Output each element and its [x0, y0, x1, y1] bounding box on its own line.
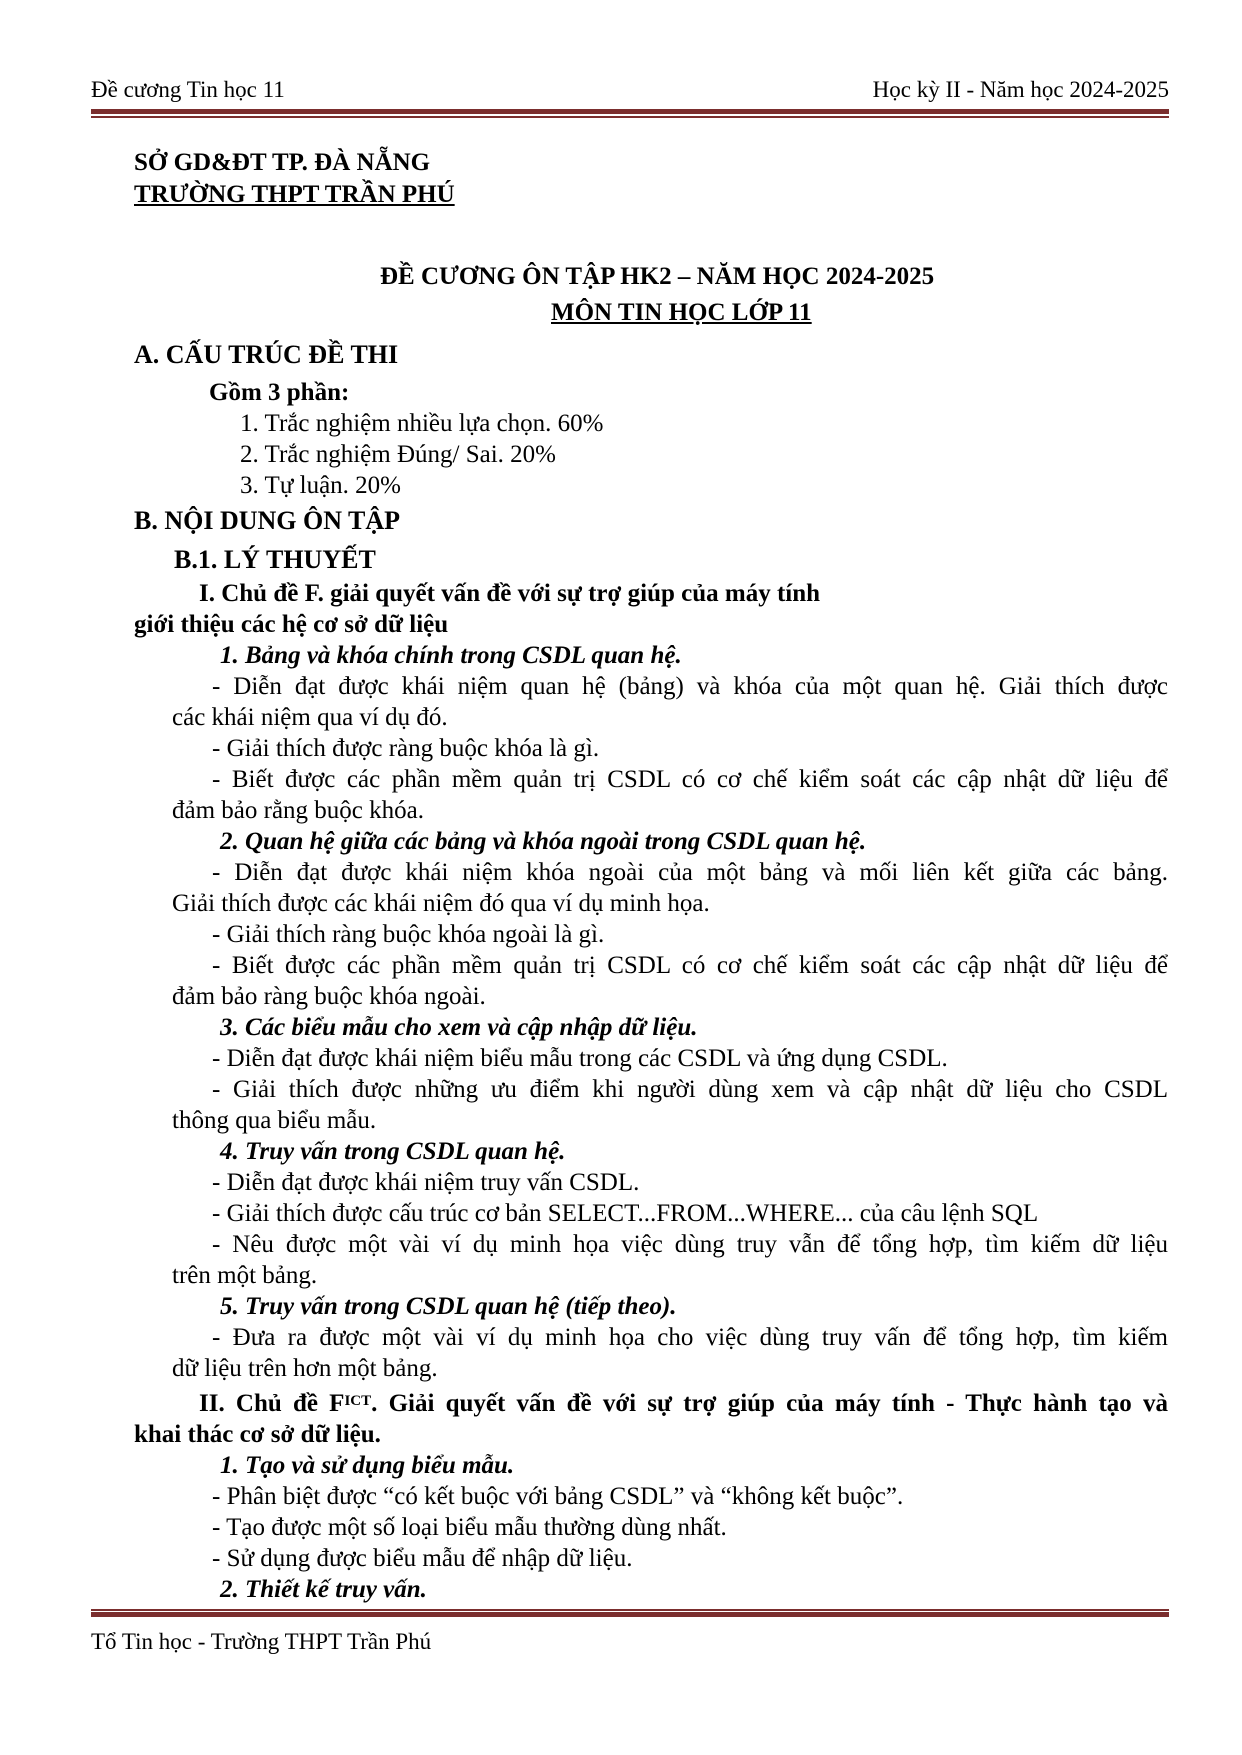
lesson-3-p2b: thông qua biểu mẫu.: [172, 1107, 377, 1134]
section-a-item-3: 3. Tự luận. 20%: [240, 472, 401, 499]
practice-1-title: 1. Tạo và sử dụng biểu mẫu.: [220, 1452, 515, 1479]
topic-2-line-2: khai thác cơ sở dữ liệu.: [134, 1421, 381, 1448]
lesson-5-p1a: - Đưa ra được một vài ví dụ minh họa cho việc dùng truy vấn để tổng hợp, tìm kiếm: [212, 1324, 1168, 1351]
topic-2-sup: ICT: [344, 1393, 372, 1409]
title-line-2: MÔN TIN HỌC LỚP 11: [551, 299, 812, 326]
lesson-4-p2: - Giải thích được cấu trúc cơ bản SELECT...FROM...WHERE... của câu lệnh SQL: [212, 1200, 1039, 1227]
topic-2-line-1: [199, 1389, 1168, 1419]
lesson-2-p2: - Giải thích ràng buộc khóa ngoài là gì.: [212, 921, 605, 948]
lesson-3-p1: - Diễn đạt được khái niệm biểu mẫu trong các CSDL và ứng dụng CSDL.: [212, 1045, 948, 1072]
org-line-1: SỞ GD&ĐT TP. ĐÀ NẴNG: [134, 149, 431, 176]
lesson-3-title: 3. Các biểu mẫu cho xem và cập nhập dữ liệu.: [220, 1014, 698, 1041]
practice-1-p2: - Tạo được một số loại biểu mẫu thường dùng nhất.: [212, 1514, 727, 1541]
topic-2-rest: . Giải quyết vấn đề với sự trợ giúp của máy tính - Thực hành tạo và: [371, 1390, 1169, 1417]
lesson-3-p2a: - Giải thích được những ưu điểm khi người dùng xem và cập nhật dữ liệu cho CSDL: [212, 1076, 1168, 1103]
practice-1-p1: - Phân biệt được “có kết buộc với bảng CSDL” và “không kết buộc”.: [212, 1483, 904, 1510]
header-right: Học kỳ II - Năm học 2024-2025: [872, 77, 1169, 102]
org-line-2: TRƯỜNG THPT TRẦN PHÚ: [134, 181, 455, 208]
topic-1-line-2: giới thiệu các hệ cơ sở dữ liệu: [134, 611, 449, 638]
section-a-item-2: 2. Trắc nghiệm Đúng/ Sai. 20%: [240, 441, 556, 468]
section-a-sub: Gồm 3 phần:: [209, 379, 350, 406]
section-a-item-1: 1. Trắc nghiệm nhiều lựa chọn. 60%: [240, 410, 604, 437]
lesson-5-title: 5. Truy vấn trong CSDL quan hệ (tiếp theo).: [220, 1293, 677, 1320]
lesson-1-p3a: - Biết được các phần mềm quản trị CSDL có cơ chế kiểm soát các cập nhật dữ liệu để: [212, 766, 1168, 793]
footer-left: Tổ Tin học - Trường THPT Trần Phú: [91, 1629, 432, 1654]
section-b1-heading: B.1. LÝ THUYẾT: [174, 545, 376, 574]
practice-2-title: 2. Thiết kế truy vấn.: [220, 1576, 427, 1603]
title-line-1: ĐỀ CƯƠNG ÔN TẬP HK2 – NĂM HỌC 2024-2025: [380, 263, 935, 290]
lesson-4-p1: - Diễn đạt được khái niệm truy vấn CSDL.: [212, 1169, 640, 1196]
lesson-1-p2: - Giải thích được ràng buộc khóa là gì.: [212, 735, 600, 762]
lesson-1-title: 1. Bảng và khóa chính trong CSDL quan hệ.: [220, 642, 682, 669]
lesson-2-p3b: đảm bảo ràng buộc khóa ngoài.: [172, 983, 486, 1010]
lesson-1-p1a: - Diễn đạt được khái niệm quan hệ (bảng) và khóa của một quan hệ. Giải thích được: [212, 673, 1168, 700]
lesson-2-p3a: - Biết được các phần mềm quản trị CSDL có cơ chế kiểm soát các cập nhật dữ liệu để: [212, 952, 1168, 979]
section-b-heading: B. NỘI DUNG ÔN TẬP: [134, 506, 401, 535]
lesson-4-p3a: - Nêu được một vài ví dụ minh họa việc dùng truy vẫn để tổng hợp, tìm kiếm dữ liệu: [212, 1231, 1168, 1258]
section-a-heading: A. CẤU TRÚC ĐỀ THI: [134, 340, 399, 369]
header-rule-thick: [91, 109, 1169, 114]
footer-rule-thick: [91, 1612, 1169, 1617]
lesson-2-p1b: Giải thích được các khái niệm đó qua ví dụ minh họa.: [172, 890, 710, 917]
lesson-4-p3b: trên một bảng.: [172, 1262, 318, 1289]
practice-1-p3: - Sử dụng được biểu mẫu để nhập dữ liệu.: [212, 1545, 633, 1572]
header-rule-thin: [91, 116, 1169, 118]
lesson-1-p1b: các khái niệm qua ví dụ đó.: [172, 704, 448, 731]
lesson-1-p3b: đảm bảo rằng buộc khóa.: [172, 797, 425, 824]
footer-rule-thin: [91, 1609, 1169, 1611]
lesson-2-p1a: - Diễn đạt được khái niệm khóa ngoài của một bảng và mối liên kết giữa các bảng.: [212, 859, 1168, 886]
topic-1-line-1: I. Chủ đề F. giải quyết vấn đề với sự trợ giúp của máy tính: [199, 580, 821, 607]
lesson-5-p1b: dữ liệu trên hơn một bảng.: [172, 1355, 438, 1382]
lesson-2-title: 2. Quan hệ giữa các bảng và khóa ngoài trong CSDL quan hệ.: [220, 828, 867, 855]
topic-2-prefix: II. Chủ đề F: [199, 1390, 345, 1417]
lesson-4-title: 4. Truy vấn trong CSDL quan hệ.: [220, 1138, 566, 1165]
header-left: Đề cương Tin học 11: [91, 77, 285, 102]
